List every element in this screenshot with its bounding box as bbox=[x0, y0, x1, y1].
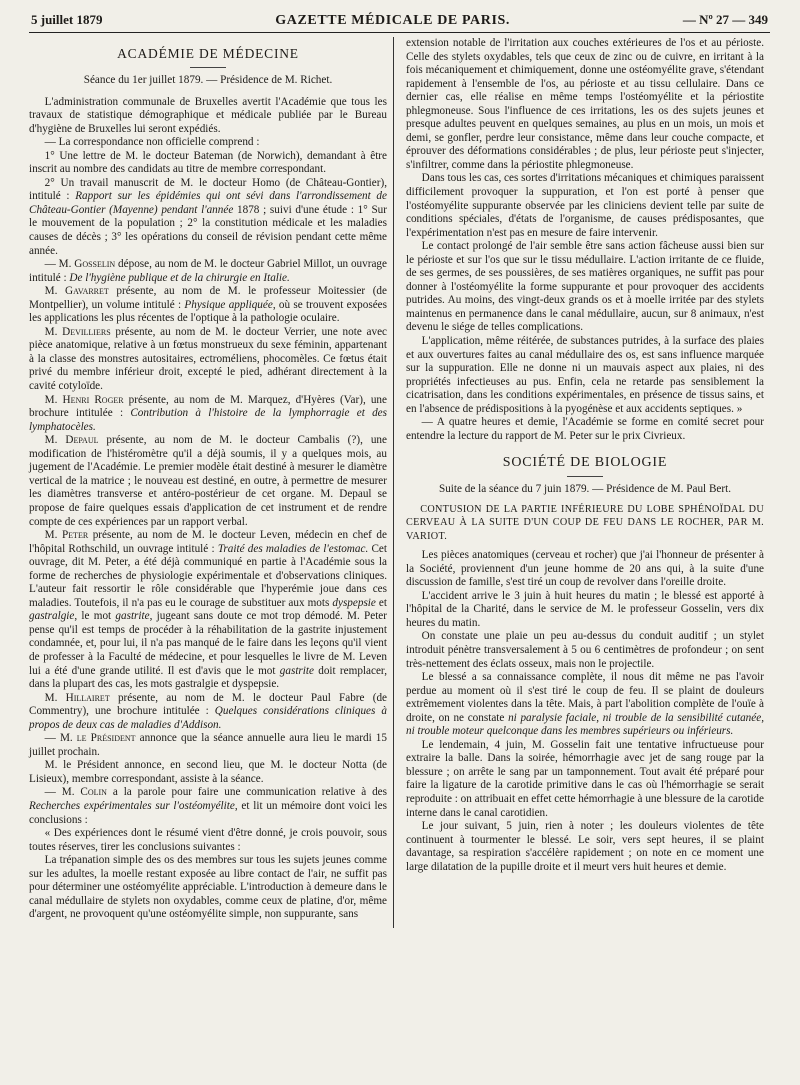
paragraph bbox=[29, 692, 387, 733]
speaker-name: M. Peter bbox=[44, 529, 89, 542]
paragraph: Le contact prolongé de l'air semble être sans action fâcheuse aussi bien sur le périoste et sur l'os que sur le tissu médullaire. L'action irritante de ce fluide, de ses germes, de ses poussières, de ses matières organiques, ne suffit pas pour donner à l'ostéomyélite la forme suppurante et pour provoquer des accidents putrides. Au moins, des vingt-deux grands os et à moelle irritée par des stylets maintenus en permanence dans le canal médullaire, aucun, sur 8 animaux, n'est devenu le siége de telles complications. bbox=[406, 240, 764, 334]
paragraph bbox=[29, 434, 387, 529]
issue-page-number: — Nº 27 — 349 bbox=[682, 12, 768, 27]
text-run: Le blessé a sa connaissance complète, il nous dit même ne pas l'avoir perdue au moment où il s'est tiré le coup de feu. Il se plaint de douleurs extrêmement violentes dans la tête. Mais, à part l'abolition complète de l'ouïe à droite, on ne constate bbox=[406, 671, 764, 724]
text-run: annonce que la séance annuelle aura lieu le mardi 15 juillet prochain. bbox=[29, 732, 387, 758]
text-columns bbox=[29, 37, 770, 922]
section-title-academie: ACADÉMIE DE MÉDECINE bbox=[117, 46, 299, 61]
italic-title: Rapport sur les épidémies qui ont sévi dans l'arrondissement de Château-Gontier (Mayenne) pendant l'année bbox=[29, 190, 387, 216]
text-run: présente, au nom de M. le docteur Paul Fabre (de Commentry), une brochure intitulée : bbox=[29, 691, 388, 718]
paragraph bbox=[29, 732, 387, 759]
speaker-name: M. Gavarret bbox=[44, 285, 109, 298]
paragraph: 1° Une lettre de M. le docteur Bateman (de Norwich), demandant à être inscrit au nombre des candidats au titre de membre correspondant. bbox=[29, 149, 387, 176]
text-run: 2° Un travail manuscrit de M. le docteur Homo (de Château-Gontier), intitulé : bbox=[29, 176, 387, 203]
italic-term: dyspepsie bbox=[332, 596, 376, 609]
subtitle-text: CONTUSION DE LA PARTIE INFÉRIEURE DU LOBE SPHÉNOÏDAL DU CERVEAU À LA SUITE D'UN COUP DE FEU DANS LE ROCHER bbox=[406, 503, 764, 529]
speaker-name: — M. le Président bbox=[44, 732, 136, 745]
paragraph: L'administration communale de Bruxelles avertit l'Académie que tous les travaux de statistique démographique et médicale publiée par le Bureau d'hygiène de Bruxelles lui seront expédiés. bbox=[29, 95, 387, 135]
speaker-name: M. Hillairet bbox=[44, 691, 110, 704]
paragraph: La trépanation simple des os des membres sur tous les sujets jeunes comme sur les adultes, la moelle restant exposée au libre contact de l'air, ne suffit pas pour déterminer une ostéomyélite appréciable. L'introduction à demeure dans le canal médullaire de stylets non oxydables, comme ceux de platine, d'or, même d'argent, ne provoquent qu'une ostéomyélite simple, non suppurante, sans bbox=[29, 854, 387, 921]
journal-title: GAZETTE MÉDICALE DE PARIS. bbox=[275, 13, 511, 28]
session-line: Séance du 1er juillet 1879. — Présidence de M. Richet. bbox=[83, 74, 333, 86]
italic-term: gastrite bbox=[279, 664, 314, 677]
italic-finding: ni paralysie faciale, ni trouble de la sensibilité cutanée, ni trouble moteur quelconque dans les membres supérieurs ou inférieurs. bbox=[406, 711, 764, 738]
italic-title: Physique appliquée bbox=[184, 298, 273, 311]
paragraph: On constate une plaie un peu au-dessus du conduit auditif ; un stylet introduit pénètre transversalement à 5 ou 6 centimètres de profondeur ; on sent très-nettement des éclats osseux, mais non le projectile. bbox=[406, 630, 764, 670]
paragraph: Dans tous les cas, ces sortes d'irritations mécaniques et chimiques paraissent difficilement provoquer la suppuration, et l'on est porté à penser que l'ostéomyélite suppurante observée par les cliniciens devient telle par suite de conditions spéciales, d'états de l'organisme, de causes prédisposantes, que l'expérimentation n'est pas en mesure de faire intervenir. bbox=[406, 172, 764, 239]
text-run: présente, au nom de M. Marquez, d'Hyères (Var), une brochure intitulée : bbox=[29, 393, 387, 420]
paragraph-continued: extension notable de l'irritation aux couches extérieures de l'os et au périoste. Celle des stylets oxydables, tels que ceux de zinc ou de cuivre, en irritant à la fois mécaniquement et chimiquement, donne une ostéomyélite grave, s'étendant rapidement à l'ensemble de l'os, au périoste et au tissu cellulaire. Dans ce dernier cas, elle réalise en même temps l'ostéomyélite et la périostite phlegmoneuse. Sous l'influence de ces irritations, les os des sujets jeunes et presque adultes peuvent en quelques semaines, au plus en un mois, un mois et demi, se gonfler, perdre leur consistance, même dans leur couche compacte, et éprouver des déformations considérables ; de plus, leur périoste peut s'injecter, s'infiltrer, comme dans la périostite phlegmoneuse. bbox=[406, 37, 764, 171]
paragraph: M. le Président annonce, en second lieu, que M. le docteur Notta (de Lisieux), membre correspondant, assiste à la séance. bbox=[29, 759, 387, 785]
title-divider bbox=[190, 67, 226, 68]
left-column bbox=[29, 37, 393, 922]
paragraph: « Des expériences dont le résumé vient d'être donné, je crois pouvoir, sous toutes réserves, tirer les conclusions suivantes : bbox=[29, 827, 387, 853]
italic-title: De l'hygiène publique et de la chirurgie en Italie. bbox=[69, 271, 290, 284]
paragraph bbox=[29, 326, 387, 394]
paragraph: — La correspondance non officielle comprend : bbox=[44, 136, 260, 149]
speaker-name: M. Devilliers bbox=[44, 325, 111, 338]
subtitle-author: , PAR M. VARIOT. bbox=[406, 517, 765, 542]
italic-title: Recherches expérimentales sur l'ostéomyélite bbox=[29, 799, 235, 812]
italic-term: gastrite bbox=[115, 610, 150, 623]
paragraph: Le jour suivant, 5 juin, rien à noter ; les douleurs violentes de tête continuent à tourmenter le blessé. Le soir, vers sept heures, il se plaint davantage, sa respiration s'accélère rapidement ; on note en ce moment une large dilatation de la pupille droite et il meurt vers huit heures et demie. bbox=[406, 820, 764, 873]
text-run: présente, au nom de M. le docteur Cambalis (?), une modification de l'histéromètre qu'il a déjà soumis, il y a quelques mois, au jugement de l'Académie. Le premier modèle était destiné à mesurer le diamètre vertical de la matrice ; le nouveau est destiné, en outre, à permettre de mesurer les diamètres transverse et antéro-postérieur de cet organe. M. Depaul se propose de faire quelques essais d'application de cet instrument et de rendre compte de ces expériences par un rapport verbal. bbox=[29, 434, 387, 528]
italic-term: gastralgie bbox=[29, 610, 75, 623]
right-column bbox=[400, 37, 764, 922]
text-run: présente, au nom de M. le docteur Leven, médecin en chef de l'hôpital Rothschild, un ouvrage intitulé : bbox=[29, 529, 387, 555]
paragraph bbox=[29, 786, 387, 827]
text-run: présente, au nom de M. le docteur Verrier, une note avec pièce anatomique, relative à un fœtus monstrueux du sexe féminin, appartenant à la classe des monstres autositaires, ectroméliens, phocomèles. Ce fœtus était privé du membre inférieur droit, excepté le pied, adhérant directement à la cavité cotyloïde. bbox=[29, 325, 388, 393]
paragraph bbox=[29, 258, 387, 285]
header-date: 5 juillet 1879 bbox=[31, 12, 103, 27]
session-line: Suite de la séance du 7 juin 1879. — Présidence de M. Paul Bert. bbox=[438, 483, 732, 496]
text-run: a la parole pour faire une communication relative à des bbox=[106, 786, 388, 799]
paragraph: — A quatre heures et demie, l'Académie se forme en comité secret pour entendre la lecture du rapport de M. Peter sur le prix Civrieux. bbox=[406, 416, 764, 442]
paragraph bbox=[29, 177, 387, 258]
text-run: 1878 ; suivi d'une étude : 1° Sur le mouvement de la population ; 2° la constitution médicale et les maladies causes de décès ; 3° les opérations du conseil de révision pendant cette même année. bbox=[29, 203, 387, 257]
text-run: dépose, au nom de M. le docteur Gabriel Millot, un ouvrage intitulé : bbox=[29, 258, 387, 284]
text-run: présente, au nom de M. le professeur Moitessier (de Montpellier), un volume intitulé : bbox=[29, 285, 387, 311]
paragraph bbox=[29, 394, 387, 435]
text-run: , et lit un mémoire dont voici les conclusions : bbox=[29, 799, 387, 826]
italic-title: Quelques considérations cliniques à propos de deux cas de maladies d'Addison. bbox=[29, 705, 387, 731]
article-subtitle bbox=[406, 503, 764, 543]
speaker-name: M. Depaul bbox=[44, 434, 99, 447]
text-run: Cet ouvrage, dit M. Peter, a été déjà communiqué en partie à l'Académie sous la forme de recherches de physiologie expérimentale et d'observations cliniques. L'auteur fait ressortir le rôle considérable que l'hyperémie joue dans ces maladies. Toutefois, il n'a pas eu le courage de substituer aux mots bbox=[29, 542, 388, 609]
paragraph bbox=[29, 285, 387, 326]
text-run: , où se trouvent exposées les applications les plus récentes de l'optique à la pathologie oculaire. bbox=[29, 298, 387, 325]
paragraph: Le lendemain, 4 juin, M. Gosselin fait une tentative infructueuse pour extraire la balle. Dans la soirée, hémorrhagie avec jet de sang rouge par la blessure ; on arrête le sang par un tamponnement. Tout avait été préparé pour faire la ligature de la carotide primitive dans le cas où l'hémorrhagie se serait reproduite : on attribuait en effet cette hémorrhagie à une blessure de la carotide interne dans le canal carotidien. bbox=[406, 738, 764, 819]
speaker-name: M. Henri Roger bbox=[44, 393, 124, 406]
paragraph bbox=[29, 529, 387, 692]
text-run: et bbox=[375, 596, 387, 609]
speaker-name: — M. Colin bbox=[44, 786, 107, 799]
italic-title: Contribution à l'histoire de la lymphorragie et des lymphatocèles. bbox=[29, 407, 388, 433]
text-run: , le mot bbox=[74, 610, 116, 623]
paragraph bbox=[406, 671, 764, 739]
paragraph: L'accident arrive le 3 juin à huit heures du matin ; le blessé est apporté à l'hôpital de la Charité, dans le service de M. le professeur Gosselin, vers dix heures du matin. bbox=[406, 589, 764, 629]
section-title-biologie: SOCIÉTÉ DE BIOLOGIE bbox=[502, 455, 668, 471]
title-divider bbox=[567, 476, 603, 477]
column-rule bbox=[393, 37, 394, 928]
italic-title: Traité des maladies de l'estomac. bbox=[217, 542, 369, 555]
text-run: doit remplacer, dans la plupart des cas, les mots gastralgie et dyspepsie. bbox=[29, 664, 387, 691]
running-header bbox=[29, 12, 770, 33]
paragraph: L'application, même réitérée, de substances putrides, à la surface des plaies et aux ouvertures faites au canal médullaire des os, est sans influence marquée sur la suppuration. Elle ne donne ni un mauvais aspect aux plaies, ni des propriétés infectieuses au pus. Enfin, cela ne retarde pas sensiblement la cicatrisation, dans les conditions expérimentales, en présence de tissus sains, et en l'absence de prédispositions à la pyogénèse et aux accidents septiques. » bbox=[406, 335, 764, 415]
text-run: , jugeant sans doute ce mot trop démodé. M. Peter pense qu'il est temps de procéder à la réhabilitation de la gastrite injustement condamnée, et, pour lui, il n'a pas manqué de le faire dans les leçons qu'il vient de professer à la Faculté de médecine, et pour lesquelles le livre de M. Leven lui a été d'une grande utilité. Il est d'avis que le mot bbox=[29, 610, 387, 677]
paragraph: Les pièces anatomiques (cerveau et rocher) que j'ai l'honneur de présenter à la Société, proviennent d'un jeune homme de 20 ans qui, à la suite d'une discussion de famille, s'est tiré un coup de revolver dans l'oreille droite. bbox=[406, 549, 764, 589]
speaker-name: — M. Gosselin bbox=[44, 258, 116, 271]
